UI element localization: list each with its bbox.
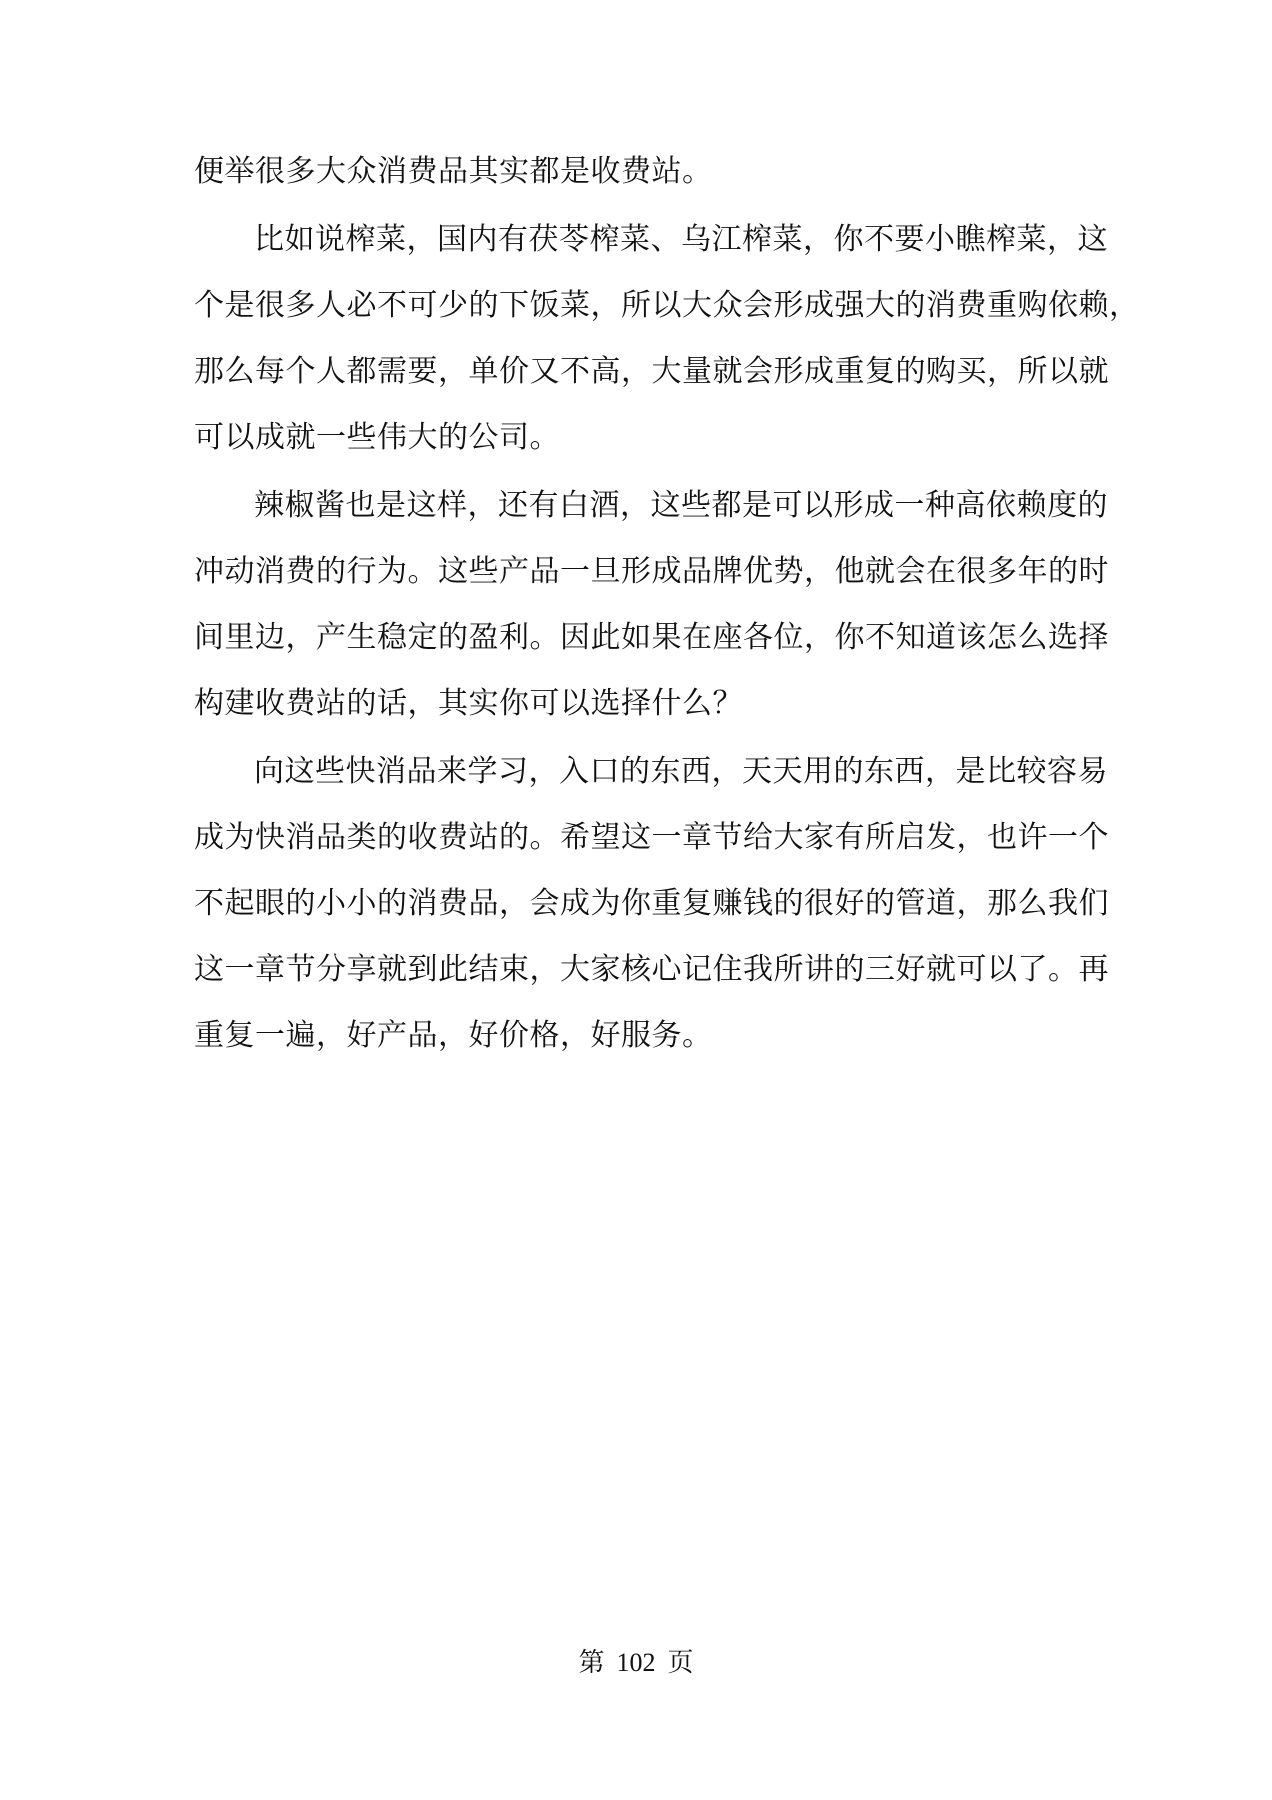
paragraph-1 <box>194 152 1084 192</box>
paragraph-line: 不起眼的小小的消费品，会成为你重复赚钱的很好的管道，那么我们 <box>194 886 1109 921</box>
paragraph-4 <box>194 752 1109 1056</box>
paragraph-line: 冲动消费的行为。这些产品一旦形成品牌优势，他就会在很多年的时 <box>194 554 1109 589</box>
footer-prefix: 第 <box>578 1648 605 1677</box>
page-number: 102 <box>616 1648 656 1677</box>
paragraph-line: 构建收费站的话，其实你可以选择什么？ <box>194 686 743 721</box>
paragraph-line: 成为快消品类的收费站的。希望这一章节给大家有所启发，也许一个 <box>194 820 1109 855</box>
page-footer <box>0 1646 1272 1680</box>
paragraph-line: 那么每个人都需要，单价又不高，大量就会形成重复的购买，所以就 <box>194 354 1109 389</box>
paragraph-line: 重复一遍，好产品，好价格，好服务。 <box>194 1018 713 1053</box>
paragraph-line: 个是很多人必不可少的下饭菜，所以大众会形成强大的消费重购依赖， <box>194 288 1140 323</box>
paragraph-line: 可以成就一些伟大的公司。 <box>194 420 560 455</box>
footer-suffix: 页 <box>667 1648 694 1677</box>
paragraph-line: 比如说榨菜，国内有茯苓榨菜、乌江榨菜，你不要小瞧榨菜，这 <box>254 222 1108 257</box>
paragraph-line: 这一章节分享就到此结束，大家核心记住我所讲的三好就可以了。再 <box>194 952 1109 987</box>
paragraph-line: 间里边，产生稳定的盈利。因此如果在座各位，你不知道该怎么选择 <box>194 620 1109 655</box>
paragraph-3 <box>194 486 1109 724</box>
body-text <box>194 152 1140 1056</box>
paragraph-line: 向这些快消品来学习，入口的东西，天天用的东西，是比较容易 <box>254 754 1108 789</box>
paragraph-line: 便举很多大众消费品其实都是收费站。 <box>194 154 713 189</box>
paragraph-2 <box>194 220 1140 458</box>
paragraph-line: 辣椒酱也是这样，还有白酒，这些都是可以形成一种高依赖度的 <box>254 488 1108 523</box>
